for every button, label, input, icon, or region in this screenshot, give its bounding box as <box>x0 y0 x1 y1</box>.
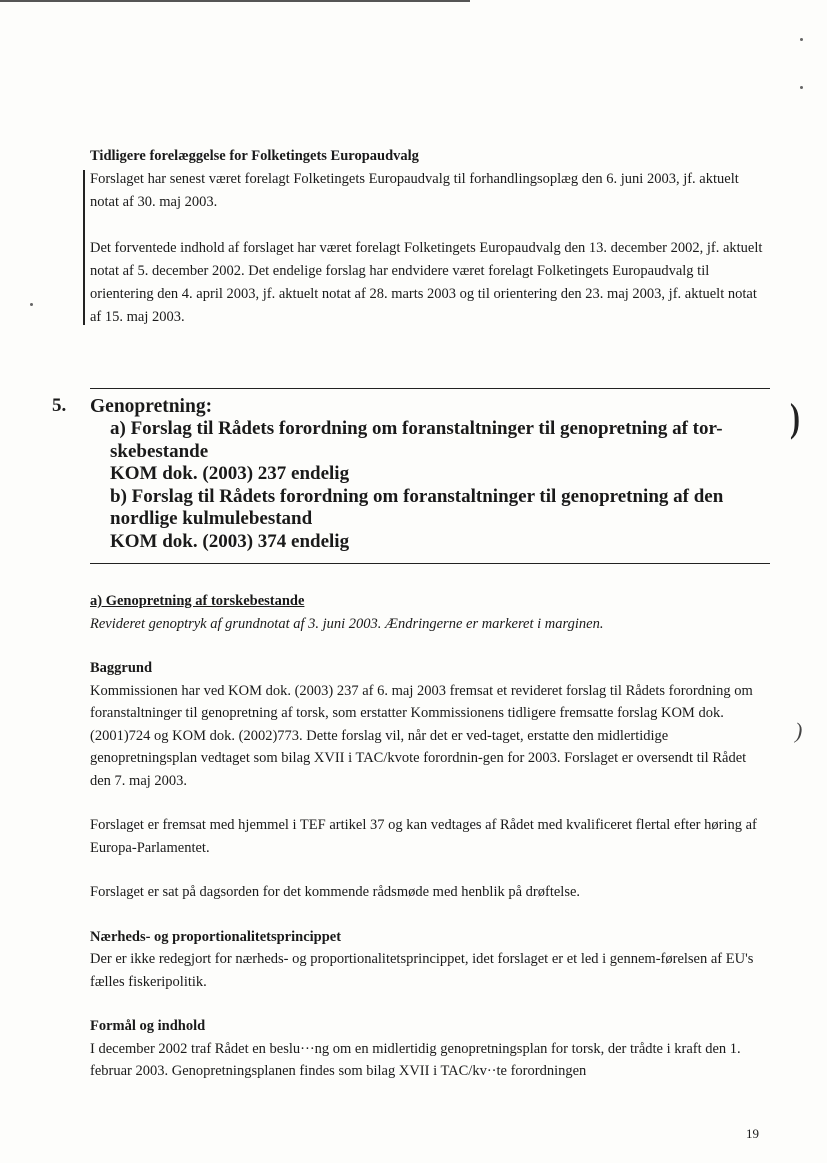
item-a-doc: KOM dok. (2003) 237 endelig <box>110 463 350 484</box>
section-body <box>90 590 770 1083</box>
item-b-doc: KOM dok. (2003) 374 endelig <box>110 530 350 552</box>
section-number: 5. <box>52 395 67 416</box>
page-number: 19 <box>746 1126 759 1141</box>
margin-mark: ) <box>790 396 800 441</box>
prior-paragraph-2: Det forventede indhold af forslaget har været forelagt Folketingets Europaudvalg den 13. december 2002, jf. aktuelt notat af 5. december 2002. Det endelige forslag har endvidere været forelagt Folketingets Europaudvalg til orientering den 4. april 2003, jf. aktuelt notat af 28. marts 2003 og til orientering den 23. maj 2003, jf. aktuelt notat af 15. maj 2003. <box>90 240 763 325</box>
background-paragraph-1: Kommissionen har ved KOM dok. (2003) 237 af 6. maj 2003 fremsat et revideret forslag til Rådets forordning om foranstaltninger til genopretning af torsk, som erstatter Kommissionens tidligere fremsatte forslag KOM dok. (2001)724 og KOM dok. (2002)773. Dette forslag vil, når det er ved-taget, erstatte den midlertidige genopretningsplan vedtaget som bilag XVII i TAC/kvote forordnin-gen for 2003. Forslaget er oversendt til Rådet den 7. maj 2003. <box>90 682 753 789</box>
purpose-paragraph: I december 2002 traf Rådet en beslu···ng om en midlertidig genopretningsplan for torsk, der trådte i kraft den 1. februar 2003. Genopretningsplanen findes som bilag XVII i TAC/kv··te forordningen <box>90 1040 741 1079</box>
margin-mark: ) <box>795 718 803 743</box>
prior-heading: Tidligere forelæggelse for Folketingets Europaudvalg <box>90 148 419 164</box>
purpose-heading: Formål og indhold <box>90 1018 206 1034</box>
section-title: Genopretning: <box>90 396 213 417</box>
scan-top-edge <box>0 0 470 2</box>
scan-speck <box>800 38 803 41</box>
item-a-title: a) Forslag til Rådets forordning om foranstaltninger til genopretning af tor-skebestande <box>110 418 723 462</box>
section-top-rule <box>90 388 770 389</box>
subsidiarity-paragraph: Der er ikke redegjort for nærheds- og proportionalitetsprincippet, idet forslaget er et led i gennem-førelsen af EU's fælles fiskeripolitik. <box>90 951 754 990</box>
background-paragraph-3: Forslaget er sat på dagsorden for det kommende rådsmøde med henblik på drøftelse. <box>90 884 581 900</box>
scan-speck <box>30 303 33 306</box>
prior-paragraph-1: Forslaget har senest været forelagt Folketingets Europaudvalg til forhandlingsoplæg den 6. juni 2003, jf. aktuelt notat af 30. maj 2003. <box>90 171 739 210</box>
body-subheading: a) Genopretning af torskebestande <box>90 593 305 609</box>
revision-note: Revideret genoptryk af grundnotat af 3. juni 2003. Ændringerne er markeret i marginen. <box>90 615 604 632</box>
subsidiarity-heading: Nærheds- og proportionalitetsprincippet <box>90 928 342 945</box>
section-heading <box>90 395 760 553</box>
background-heading: Baggrund <box>90 660 153 676</box>
background-paragraph-2: Forslaget er fremsat med hjemmel i TEF artikel 37 og kan vedtages af Rådet med kvalificeret flertal efter høring af Europa-Parlamentet. <box>90 817 757 856</box>
item-b-title: b) Forslag til Rådets forordning om foranstaltninger til genopretning af den nordlige kulmulebestand <box>110 485 724 529</box>
scan-speck <box>800 86 803 89</box>
change-margin-bar <box>83 170 85 325</box>
section-bottom-rule <box>90 563 770 564</box>
prior-presentation-section <box>90 145 770 329</box>
